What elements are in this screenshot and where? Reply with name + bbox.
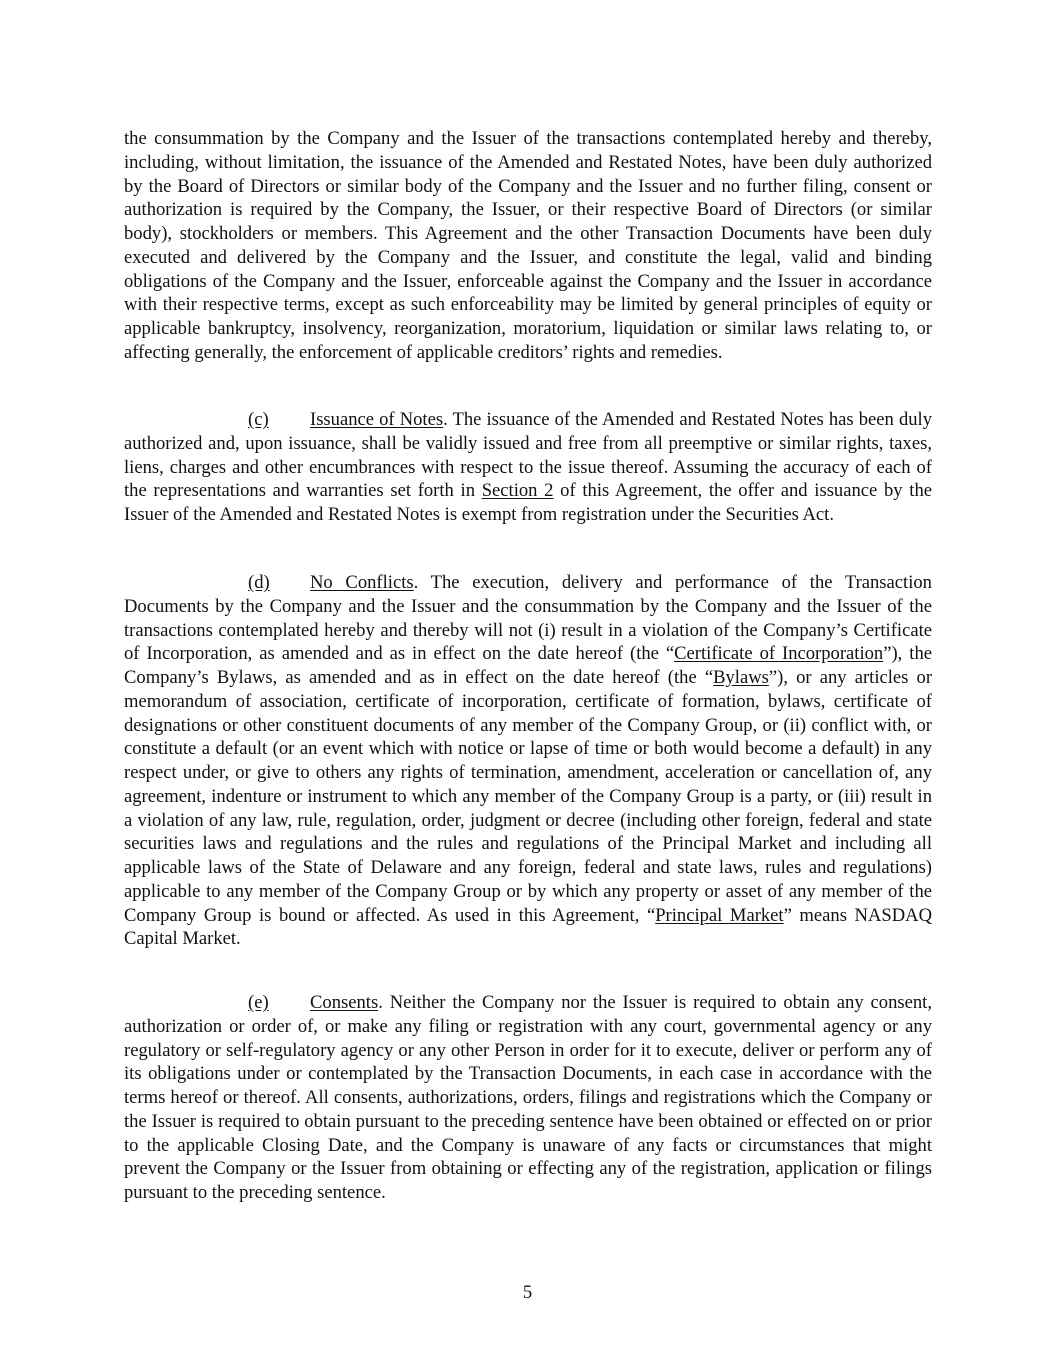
section-heading-consents: Consents — [310, 992, 379, 1013]
section-2-reference: Section 2 — [481, 480, 554, 502]
paragraph-d-text-2: ”), the Company’s Bylaws, as amended and as in effect on the date hereof (the “ — [124, 643, 932, 688]
page-number: 5 — [522, 1282, 533, 1303]
paragraph-e-text-1: . Neither the Company nor the Issuer is required to obtain any consent, authorization or order of, or make any filing or registration with any court, governmental agency or any regulatory or self-regulatory agency or any other Person in order for it to execute, deliver or perform any of its obligations under or contemplated by the Transaction Documents, in each case in accordance with the terms hereof or thereof. All consents, authorizations, orders, filings and registrations which the Company or the Issuer is required to obtain pursuant to the preceding sentence have been obtained or effected on or prior to the applicable Closing Date, and the Company is unaware of any facts or circumstances that might prevent the Company or the Issuer from obtaining or effecting any of the registration, application or filings pursuant to the preceding sentence. — [124, 992, 932, 1203]
paragraph-d-text-3: ”), or any articles or memorandum of association, certificate of incorporation, certificate of formation, bylaws, certificate of designations or other constituent documents of any member of the Company Group, or (ii) conflict with, or constitute a default (or an event which with notice or lapse of time or both would become a default) in any respect under, or give to others any rights of termination, amendment, acceleration or cancellation of, any agreement, indenture or instrument to which any member of the Company Group is a party, or (iii) result in a violation of any law, rule, regulation, order, judgment or decree (including other foreign, federal and state securities laws and regulations and the rules and regulations of the Principal Market and including all applicable laws of the State of Delaware and any foreign, federal and state laws, rules and regulations) applicable to any member of the Company Group or by which any property or asset of any member of the Company Group is bound or affected. As used in this Agreement, “ — [124, 667, 933, 926]
paragraph-b-text: the consummation by the Company and the Issuer of the transactions contemplated hereby and thereby, including, without limitation, the issuance of the Amended and Restated Notes, have been duly authorized by the Board of Directors or similar body of the Company and the Issuer and no further filing, consent or authorization is required by the Company, the Issuer, or their respective Board of Directors (or similar body), stockholders or members. This Agreement and the other Transaction Documents have been duly executed and delivered by the Company and the Issuer, and constitute the legal, valid and binding obligations of the Company and the Issuer, enforceable against the Company and the Issuer in accordance with their respective terms, except as such enforceability may be limited by general principles of equity or applicable bankruptcy, insolvency, reorganization, moratorium, liquidation or similar laws relating to, or affecting generally, the enforcement of applicable creditors’ rights and remedies. — [124, 128, 932, 363]
section-label-c: (c) — [248, 409, 269, 430]
defined-term-principal-market: Principal Market — [655, 904, 784, 926]
paragraph-d — [124, 571, 932, 951]
paragraph-d-text-1: . The execution, delivery and performance of the Transaction Documents by the Company and the Issuer and the consummation by the Company and the Issuer of the transactions contemplated hereby and thereby will not (i) result in a violation of the Company’s Certificate of Incorporation, as amended and as in effect on the date hereof (the “ — [124, 572, 932, 665]
paragraph-e — [124, 991, 932, 1205]
defined-term-certificate-of-incorporation: Certificate of Incorporation — [674, 643, 884, 665]
paragraph-b-continuation — [124, 127, 932, 365]
paragraph-d-text-4: ” means NASDAQ Capital Market. — [124, 904, 932, 950]
section-heading-issuance-of-notes: Issuance of Notes — [310, 409, 444, 430]
paragraph-c-text-2: of this Agreement, the offer and issuance by the Issuer of the Amended and Restated Notes is exempt from registration under the Securities Act. — [124, 480, 932, 525]
section-heading-no-conflicts: No Conflicts — [310, 572, 414, 593]
paragraph-c — [124, 408, 932, 527]
paragraph-c-text-1: . The issuance of the Amended and Restated Notes has been duly authorized and, upon issuance, shall be validly issued and free from all preemptive or similar rights, taxes, liens, charges and other encumbrances with respect to the issue thereof. Assuming the accuracy of each of the representations and warranties set forth in — [124, 409, 932, 502]
section-label-d: (d) — [248, 572, 270, 593]
defined-term-bylaws: Bylaws — [713, 667, 769, 688]
section-label-e: (e) — [248, 992, 269, 1013]
